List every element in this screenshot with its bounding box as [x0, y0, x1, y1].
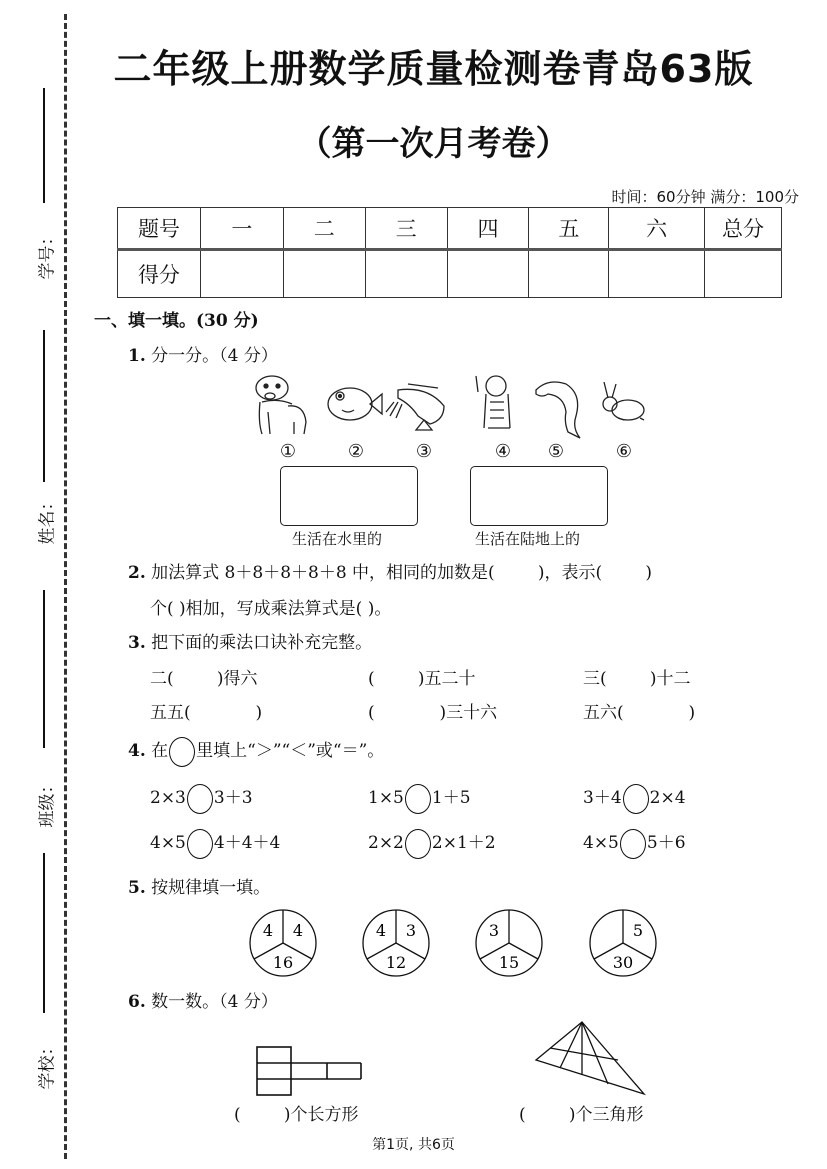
animal-number: ①: [279, 441, 297, 462]
compare-circle[interactable]: [620, 829, 646, 859]
pattern-wheel: [246, 908, 320, 978]
land-animals-box[interactable]: [470, 466, 608, 526]
score-cell[interactable]: [704, 250, 781, 298]
question-number: 6.: [128, 992, 146, 1012]
question-text: 按规律填一填。: [151, 878, 271, 898]
score-cell[interactable]: [365, 250, 447, 298]
question-2: [128, 558, 652, 583]
compare-left: 2×3: [150, 788, 186, 808]
wheel-value-c: 30: [612, 953, 634, 972]
compare-right: 3＋3: [213, 788, 253, 808]
water-box-caption: 生活在水里的: [292, 530, 383, 548]
header-cell: 四: [447, 208, 529, 250]
rhyme-item: ( )三十六: [368, 703, 498, 723]
score-cell[interactable]: [447, 250, 529, 298]
exam-meta: 时间：60分钟 满分：100分: [611, 188, 799, 206]
pattern-wheel: [472, 908, 546, 978]
score-table-score-row: [118, 250, 782, 298]
rhyme-item: 五六( ): [583, 703, 696, 723]
compare-circle[interactable]: [623, 784, 649, 814]
wheel-value-a: 4: [375, 921, 387, 940]
class-line: [43, 590, 45, 748]
tiger-icon: [476, 376, 510, 428]
score-table-header-row: [118, 208, 782, 250]
rhyme-item: 五五( ): [150, 703, 263, 723]
compare-item: [368, 783, 471, 814]
binding-dashed-line: [64, 14, 67, 1159]
wheel-value-c: 15: [498, 953, 520, 972]
animal-number: ⑥: [615, 441, 633, 462]
animal-number: ④: [494, 441, 512, 462]
rabbit-icon: [603, 382, 644, 420]
question-text-before: 在: [151, 741, 169, 761]
name-line: [43, 330, 45, 482]
question-number: 5.: [128, 878, 146, 898]
compare-left: 1×5: [368, 788, 404, 808]
header-cell: 五: [529, 208, 609, 250]
compare-circle[interactable]: [405, 829, 431, 859]
class-label: 班级：: [37, 776, 58, 828]
wheel-value-c: 16: [272, 953, 294, 972]
question-5: [128, 873, 270, 898]
page-title: 二年级上册数学质量检测卷青岛63版: [113, 47, 754, 91]
header-cell: 题号: [118, 208, 201, 250]
water-animals-box[interactable]: [280, 466, 418, 526]
question-6: [128, 987, 278, 1012]
wheel-value-b: 4: [292, 921, 304, 940]
fish-icon: [328, 388, 382, 420]
question-text: 把下面的乘法口诀补充完整。: [151, 633, 373, 653]
compare-item: [583, 828, 686, 859]
header-cell: 三: [365, 208, 447, 250]
score-cell[interactable]: [529, 250, 609, 298]
compare-item: [150, 828, 280, 859]
school-label: 学校：: [37, 1038, 58, 1090]
wheel-value-c: 12: [385, 953, 407, 972]
animal-number: ⑤: [547, 441, 565, 462]
pattern-wheel: [359, 908, 433, 978]
wheel-value-b: 3: [405, 921, 417, 940]
school-line: [43, 853, 45, 1013]
score-row-label: 得分: [118, 250, 201, 298]
question-number: 4.: [128, 741, 146, 761]
pattern-wheel: [586, 908, 660, 978]
compare-right: 1＋5: [431, 788, 471, 808]
compare-left: 4×5: [150, 833, 186, 853]
animal-number: ③: [415, 441, 433, 462]
rhyme-item: ( )五二十: [368, 669, 476, 689]
question-text-line1: 加法算式 8＋8＋8＋8＋8 中，相同的加数是( )，表示( ): [151, 563, 653, 583]
section-heading: 一、填一填。(30 分): [94, 311, 259, 331]
compare-right: 2×1＋2: [431, 833, 496, 853]
compare-item: [583, 783, 686, 814]
question-text: 数一数。（4 分）: [151, 992, 278, 1012]
wheel-value-b: 5: [632, 921, 644, 940]
header-cell: 总分: [704, 208, 781, 250]
question-text-after: 里填上“＞”“＜”或“＝”。: [196, 741, 385, 761]
score-table: [117, 207, 782, 298]
compare-left: 2×2: [368, 833, 404, 853]
compare-left: 4×5: [583, 833, 619, 853]
compare-left: 3＋4: [583, 788, 622, 808]
compare-item: [368, 828, 496, 859]
question-2-line2: 个( )相加，写成乘法算式是( )。: [150, 599, 392, 619]
triangles-answer: ( )个三角形: [519, 1105, 644, 1125]
answer-circle-icon: [169, 737, 195, 767]
compare-right: 2×4: [649, 788, 686, 808]
question-number: 1.: [128, 346, 146, 366]
name-label: 姓名：: [37, 493, 58, 545]
land-box-caption: 生活在陆地上的: [475, 530, 581, 548]
compare-right: 4＋4＋4: [213, 833, 281, 853]
compare-item: [150, 783, 253, 814]
dolphin-icon: [536, 382, 580, 438]
page-subtitle: （第一次月考卷）: [297, 124, 570, 164]
question-1: [128, 341, 278, 366]
animal-number: ②: [347, 441, 365, 462]
dog-icon: [256, 376, 306, 434]
rhyme-item: 三( )十二: [583, 669, 691, 689]
header-cell: 一: [200, 208, 283, 250]
question-number: 3.: [128, 633, 146, 653]
compare-right: 5＋6: [646, 833, 686, 853]
header-cell: 二: [283, 208, 365, 250]
score-cell[interactable]: [200, 250, 283, 298]
wheel-value-a: 3: [488, 921, 500, 940]
page-number: 第1页, 共6页: [372, 1137, 455, 1153]
question-number: 2.: [128, 563, 146, 583]
compare-circle[interactable]: [187, 829, 213, 859]
question-3: [128, 628, 372, 653]
rectangles-figure: [255, 1045, 363, 1097]
compare-circle[interactable]: [405, 784, 431, 814]
score-cell[interactable]: [609, 250, 705, 298]
score-cell[interactable]: [283, 250, 365, 298]
animals-row: [248, 372, 658, 442]
student-id-label: 学号：: [37, 228, 58, 280]
compare-circle[interactable]: [187, 784, 213, 814]
shrimp-icon: [386, 384, 444, 430]
rhyme-item: 二( )得六: [150, 669, 258, 689]
question-text: 分一分。（4 分）: [151, 346, 278, 366]
header-cell: 六: [609, 208, 705, 250]
wheel-value-a: 4: [262, 921, 274, 940]
rectangles-answer: ( )个长方形: [234, 1105, 359, 1125]
triangles-figure: [532, 1018, 650, 1098]
question-4: [128, 736, 384, 767]
